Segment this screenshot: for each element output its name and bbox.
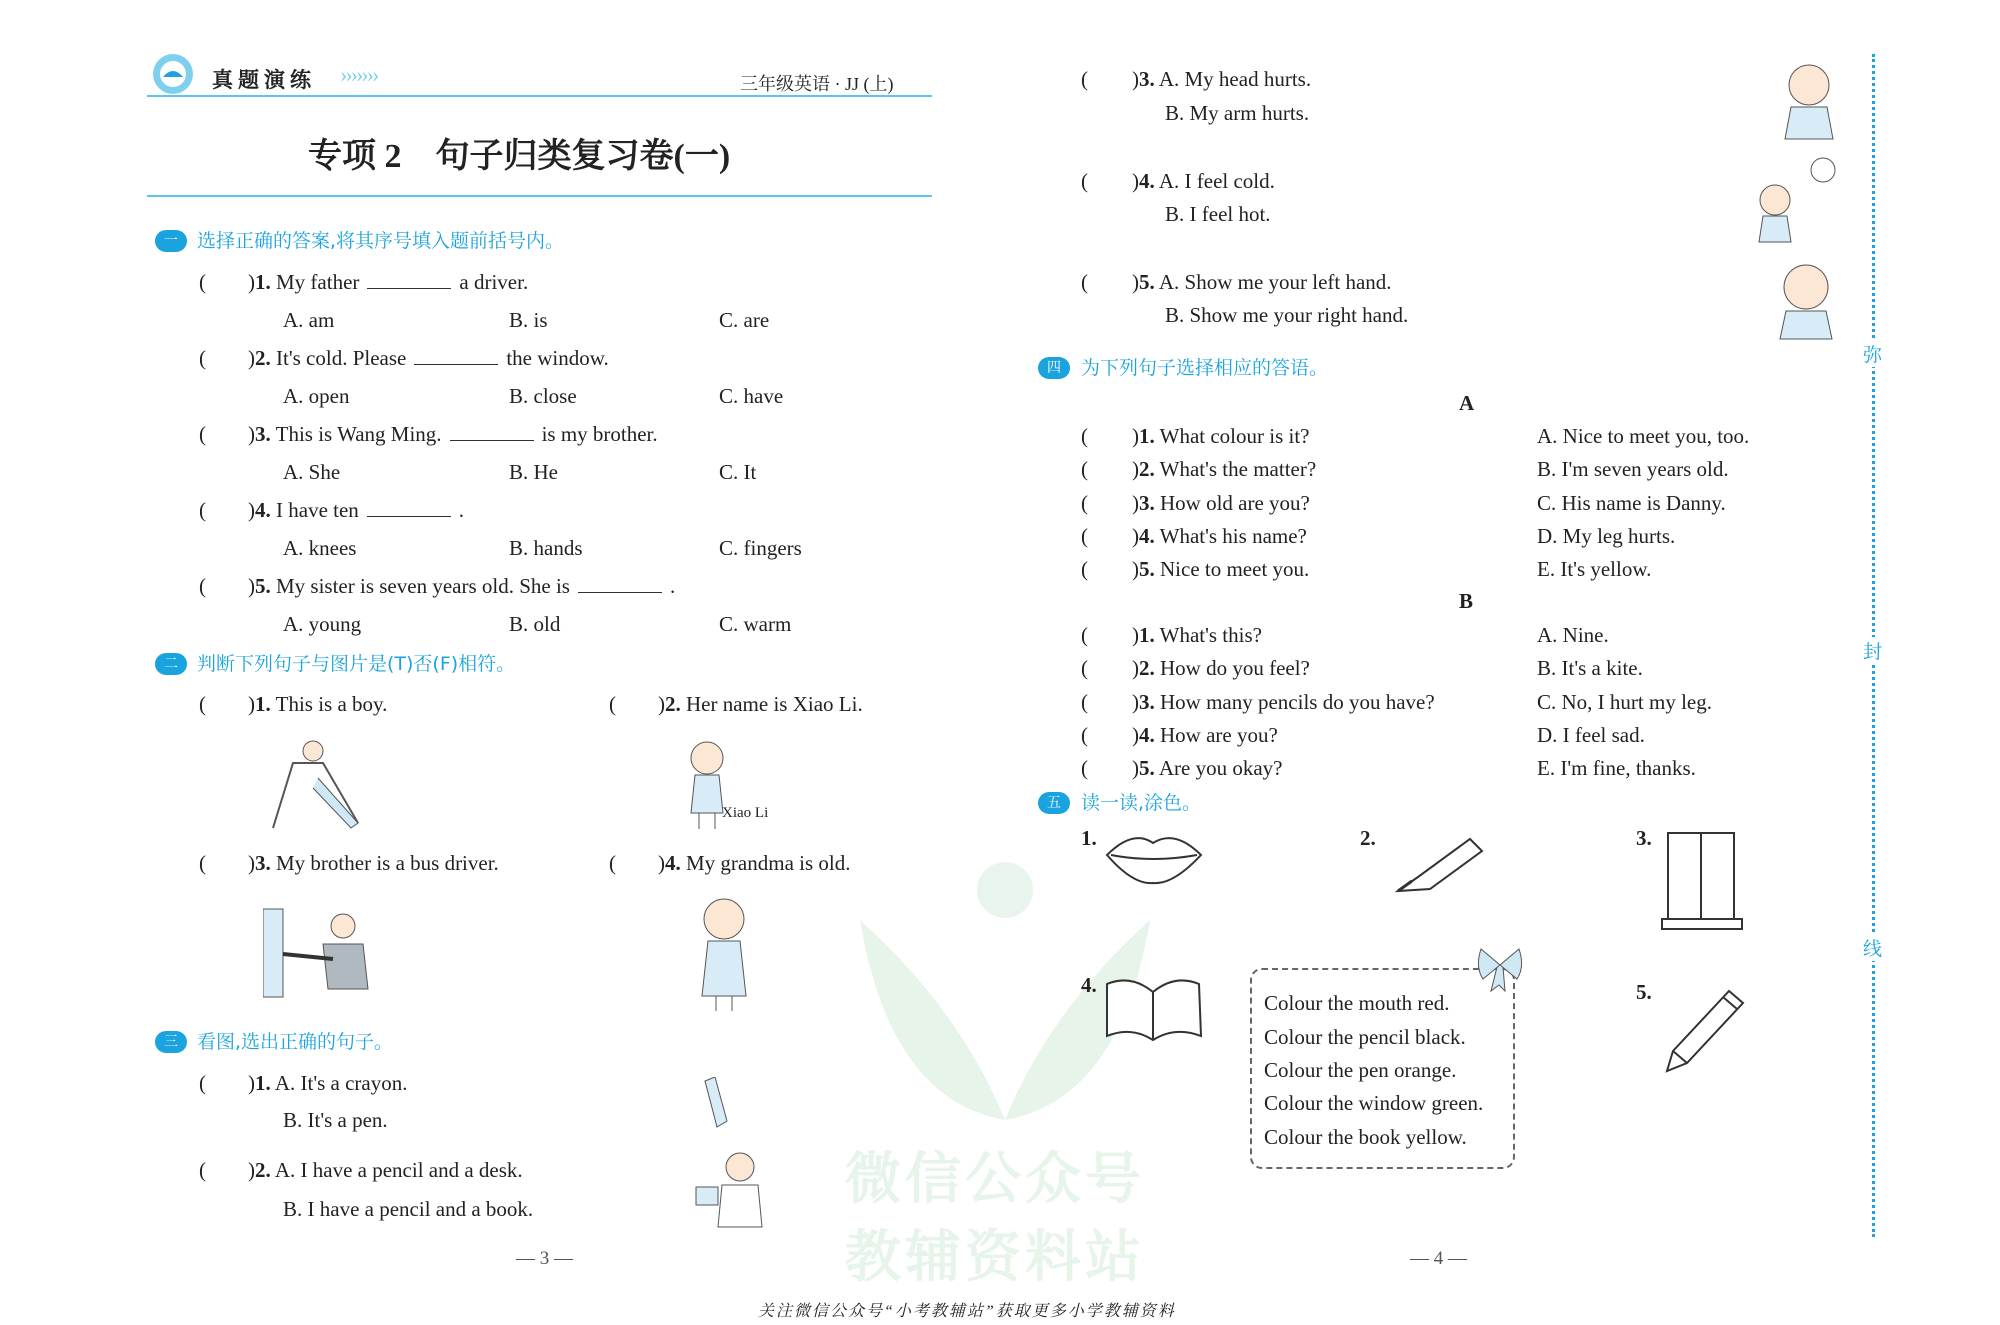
section-badge: 二	[155, 653, 187, 675]
answer-bracket[interactable]: ( )1. A. It's a crayon.	[199, 1071, 408, 1095]
instruction-box	[1250, 968, 1515, 1169]
watermark-text-2: 教辅资料站	[845, 1225, 1145, 1290]
answer-bracket[interactable]: ( )2. What's the matter?	[1081, 457, 1317, 482]
mouth-image[interactable]	[1103, 827, 1205, 887]
instruction: Colour the mouth red.	[1264, 991, 1450, 1015]
bow-icon	[1475, 945, 1525, 995]
answer-option: C. No, I hurt my leg.	[1537, 689, 1712, 714]
crayon-image	[699, 1077, 731, 1129]
item-number: 5.	[1636, 980, 1652, 1004]
option: B. Show me your right hand.	[1165, 303, 1409, 327]
section-title: 读一读,涂色。	[1081, 792, 1202, 814]
instruction: Colour the pencil black.	[1264, 1025, 1466, 1049]
section-badge: 三	[155, 1031, 187, 1053]
answer-bracket[interactable]: ( )4. What's his name?	[1081, 523, 1307, 548]
worker-drilling-image	[263, 904, 378, 1000]
item-number: 3.	[1636, 826, 1652, 850]
answer-option: E. It's yellow.	[1537, 557, 1652, 582]
answer-bracket[interactable]: ( )5. My sister is seven years old. She is .	[199, 574, 676, 598]
answer-bracket[interactable]: ( )1. This is a boy.	[199, 692, 388, 716]
answer-bracket[interactable]: ( )3. How many pencils do you have?	[1081, 689, 1435, 714]
answer-bracket[interactable]: ( )4. My grandma is old.	[609, 851, 851, 875]
answer-option: C. His name is Danny.	[1537, 490, 1726, 515]
subject-label: 三年级英语 · JJ (上)	[740, 74, 894, 94]
option: C. have	[719, 384, 784, 408]
page-number: — 4 —	[1410, 1248, 1467, 1269]
side-char: 封	[1863, 637, 1882, 664]
section-title: 为下列句子选择相应的答语。	[1081, 357, 1329, 379]
option: A. am	[283, 308, 335, 332]
answer-bracket[interactable]: ( )2. How do you feel?	[1081, 656, 1310, 681]
option: A. She	[283, 460, 341, 484]
answer-bracket[interactable]: ( )4. How are you?	[1081, 722, 1278, 747]
footer-note: 关注微信公众号“小考教辅站”获取更多小学教辅资料	[758, 1303, 1176, 1320]
answer-bracket[interactable]: ( )1. My father a driver.	[199, 270, 529, 294]
item-number: 4.	[1081, 973, 1097, 997]
girl-showing-hand-image	[1766, 255, 1846, 340]
option: B. My arm hurts.	[1165, 101, 1310, 125]
teacher-with-book-image	[692, 1147, 782, 1228]
option: C. It	[719, 460, 757, 484]
answer-bracket[interactable]: ( )1. What colour is it?	[1081, 424, 1310, 448]
option: B. is	[509, 308, 548, 332]
page-title: 专项 2 句子归类复习卷(一)	[308, 138, 731, 175]
answer-bracket[interactable]: ( )3. How old are you?	[1081, 490, 1310, 515]
window-image[interactable]	[1660, 831, 1746, 933]
answer-option: D. My leg hurts.	[1537, 523, 1676, 548]
option: B. old	[509, 612, 561, 636]
girl-on-slide-image	[263, 733, 365, 833]
answer-option: B. I'm seven years old.	[1537, 457, 1729, 482]
option: B. close	[509, 384, 577, 408]
book-image[interactable]	[1103, 974, 1205, 1046]
girl-hot-sun-image	[1745, 150, 1845, 245]
section-title: 看图,选出正确的句子。	[197, 1031, 394, 1053]
answer-bracket[interactable]: ( )2. Her name is Xiao Li.	[609, 692, 863, 716]
image-caption: Xiao Li	[722, 805, 769, 821]
section-title: 判断下列句子与图片是(T)否(F)相符。	[197, 653, 516, 675]
answer-option: A. Nine.	[1537, 623, 1609, 647]
grandma-image	[692, 891, 756, 1013]
section-title: 选择正确的答案,将其序号填入题前括号内。	[197, 230, 565, 252]
answer-option: B. It's a kite.	[1537, 656, 1643, 681]
option: B. hands	[509, 536, 583, 560]
answer-bracket[interactable]: ( )4. A. I feel cold.	[1081, 169, 1275, 193]
series-label: 真题演练	[212, 68, 316, 92]
option: C. fingers	[719, 536, 802, 560]
answer-option: A. Nice to meet you, too.	[1537, 424, 1750, 448]
option: B. I feel hot.	[1165, 202, 1271, 226]
answer-bracket[interactable]: ( )2. It's cold. Please the window.	[199, 346, 609, 370]
answer-bracket[interactable]: ( )5. Nice to meet you.	[1081, 557, 1310, 582]
answer-bracket[interactable]: ( )3. This is Wang Ming. is my brother.	[199, 422, 658, 446]
answer-bracket[interactable]: ( )5. Are you okay?	[1081, 756, 1283, 781]
option: C. are	[719, 308, 770, 332]
answer-bracket[interactable]: ( )3. A. My head hurts.	[1081, 67, 1312, 91]
option: B. I have a pencil and a book.	[283, 1197, 534, 1221]
page-number: — 3 —	[516, 1248, 573, 1269]
section-badge: 一	[155, 230, 187, 252]
option: B. He	[509, 460, 558, 484]
answer-bracket[interactable]: ( )1. What's this?	[1081, 623, 1262, 647]
section-badge: 四	[1038, 357, 1070, 379]
item-number: 1.	[1081, 826, 1097, 850]
option: C. warm	[719, 612, 792, 636]
answer-option: D. I feel sad.	[1537, 722, 1645, 747]
answer-bracket[interactable]: ( )2. A. I have a pencil and a desk.	[199, 1158, 523, 1182]
instruction: Colour the window green.	[1264, 1091, 1484, 1115]
option: A. young	[283, 612, 362, 636]
side-char: 弥	[1863, 340, 1882, 367]
arrows-decoration: ›››››››	[340, 62, 378, 87]
section-badge: 五	[1038, 792, 1070, 814]
option: A. knees	[283, 536, 357, 560]
side-char: 线	[1863, 934, 1882, 961]
answer-bracket[interactable]: ( )4. I have ten .	[199, 498, 465, 522]
answer-option: E. I'm fine, thanks.	[1537, 756, 1696, 781]
answer-bracket[interactable]: ( )3. My brother is a bus driver.	[199, 851, 499, 875]
option: A. open	[283, 384, 350, 408]
logo-icon	[152, 53, 194, 95]
pen-image[interactable]	[1388, 831, 1488, 897]
item-number: 2.	[1360, 826, 1376, 850]
group-label: A	[1459, 391, 1475, 415]
watermark-text-1: 微信公众号	[845, 1147, 1145, 1212]
group-label: B	[1459, 589, 1474, 613]
option: B. It's a pen.	[283, 1108, 388, 1132]
boy-head-hurts-image	[1773, 55, 1846, 140]
instruction: Colour the book yellow.	[1264, 1125, 1467, 1149]
answer-bracket[interactable]: ( )5. A. Show me your left hand.	[1081, 270, 1392, 294]
pencil-image[interactable]	[1663, 985, 1747, 1075]
instruction: Colour the pen orange.	[1264, 1058, 1457, 1082]
